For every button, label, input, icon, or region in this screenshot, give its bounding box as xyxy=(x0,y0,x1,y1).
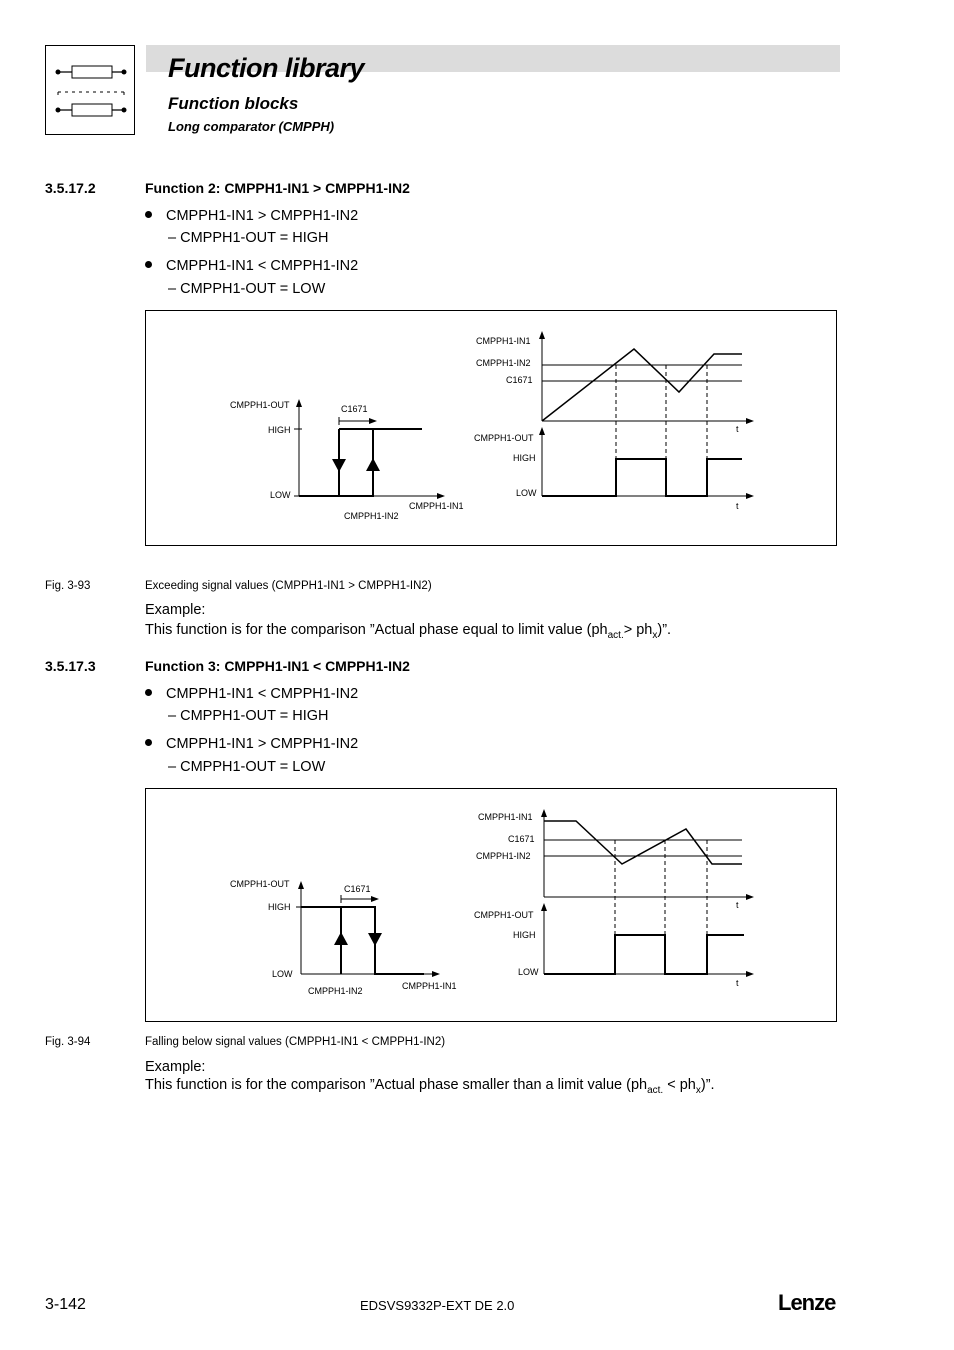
hyst-label: C1671 xyxy=(344,884,371,894)
in1-label: CMPPH1-IN1 xyxy=(478,812,533,822)
bullet-result: – CMPPH1-OUT = LOW xyxy=(168,759,326,775)
t-label: t xyxy=(736,900,739,910)
t-label: t xyxy=(736,978,739,988)
example-text: This function is for the comparison ”Actual phase smaller than a limit value $(ph_{act.} < ph_x)$”. xyxy=(145,1077,715,1096)
t-label: t xyxy=(736,424,739,434)
chapter-logo xyxy=(45,45,135,135)
out-label: CMPPH1-OUT xyxy=(230,879,290,889)
figure-exceeding xyxy=(145,310,837,546)
figure-number: Fig. 3-93 xyxy=(45,580,91,592)
high-label: HIGH xyxy=(513,930,536,940)
bullet-icon xyxy=(145,211,152,218)
section-title: Function 2: CMPPH1-IN1 > CMPPH1-IN2 xyxy=(145,180,410,196)
brand-logo: Lenze xyxy=(778,1290,836,1315)
out-label: CMPPH1-OUT xyxy=(474,910,534,920)
figure-falling-below xyxy=(145,788,837,1022)
low-label: LOW xyxy=(518,967,539,977)
section-title: Function 3: CMPPH1-IN1 < CMPPH1-IN2 xyxy=(145,658,410,674)
comparator-diagram xyxy=(146,789,836,1021)
example-label: Example: xyxy=(145,602,206,618)
high-label: HIGH xyxy=(513,453,536,463)
bullet-result: – CMPPH1-OUT = HIGH xyxy=(168,708,329,724)
in1-label: CMPPH1-IN1 xyxy=(409,501,464,511)
low-label: LOW xyxy=(272,969,293,979)
arrow-up-icon xyxy=(366,458,380,471)
bullet-item: CMPPH1-IN1 > CMPPH1-IN2 xyxy=(145,736,358,752)
arrow-up-icon xyxy=(334,932,348,945)
out-label: CMPPH1-OUT xyxy=(474,433,534,443)
page-number: 3-142 xyxy=(45,1296,86,1313)
section-subtitle-2: Long comparator (CMPPH) xyxy=(168,119,335,134)
low-label: LOW xyxy=(270,490,291,500)
example-text: This function is for the comparison ”Actual phase equal to limit value $(ph_{act.}> ph_x)$”. xyxy=(145,622,672,641)
bullet-item: CMPPH1-IN1 < CMPPH1-IN2 xyxy=(145,686,358,702)
arrow-down-icon xyxy=(332,459,346,472)
c1671-label: C1671 xyxy=(508,834,535,844)
bullet-item: CMPPH1-IN1 > CMPPH1-IN2 xyxy=(145,208,358,224)
bullet-icon xyxy=(145,689,152,696)
high-label: HIGH xyxy=(268,425,291,435)
page-title: Function library xyxy=(168,53,365,83)
example-label: Example: xyxy=(145,1059,206,1075)
in2-label: CMPPH1-IN2 xyxy=(476,358,531,368)
in1-signal xyxy=(542,349,742,421)
in2-label: CMPPH1-IN2 xyxy=(308,986,363,996)
section-number: 3.5.17.3 xyxy=(45,658,96,674)
high-label: HIGH xyxy=(268,902,291,912)
out-label: CMPPH1-OUT xyxy=(230,400,290,410)
section-subtitle: Function blocks xyxy=(168,94,299,113)
document-id: EDSVS9332P-EXT DE 2.0 xyxy=(360,1298,515,1313)
function-block-icon xyxy=(46,46,134,134)
in2-label: CMPPH1-IN2 xyxy=(344,511,399,521)
in1-label: CMPPH1-IN1 xyxy=(476,336,531,346)
c1671-label: C1671 xyxy=(506,375,533,385)
bullet-icon xyxy=(145,739,152,746)
hyst-label: C1671 xyxy=(341,404,368,414)
in2-label: CMPPH1-IN2 xyxy=(476,851,531,861)
in1-label: CMPPH1-IN1 xyxy=(402,981,457,991)
bullet-item: CMPPH1-IN1 < CMPPH1-IN2 xyxy=(145,258,358,274)
figure-caption: Exceeding signal values (CMPPH1-IN1 > CMPPH1-IN2) xyxy=(145,580,432,592)
comparator-diagram xyxy=(146,311,836,545)
bullet-result: – CMPPH1-OUT = LOW xyxy=(168,281,326,297)
section-number: 3.5.17.2 xyxy=(45,180,96,196)
bullet-icon xyxy=(145,261,152,268)
figure-caption: Falling below signal values (CMPPH1-IN1 < CMPPH1-IN2) xyxy=(145,1036,446,1048)
low-label: LOW xyxy=(516,488,537,498)
t-label: t xyxy=(736,501,739,511)
arrow-down-icon xyxy=(368,933,382,946)
bullet-result: – CMPPH1-OUT = HIGH xyxy=(168,230,329,246)
figure-number: Fig. 3-94 xyxy=(45,1036,91,1048)
out-signal xyxy=(542,459,742,496)
